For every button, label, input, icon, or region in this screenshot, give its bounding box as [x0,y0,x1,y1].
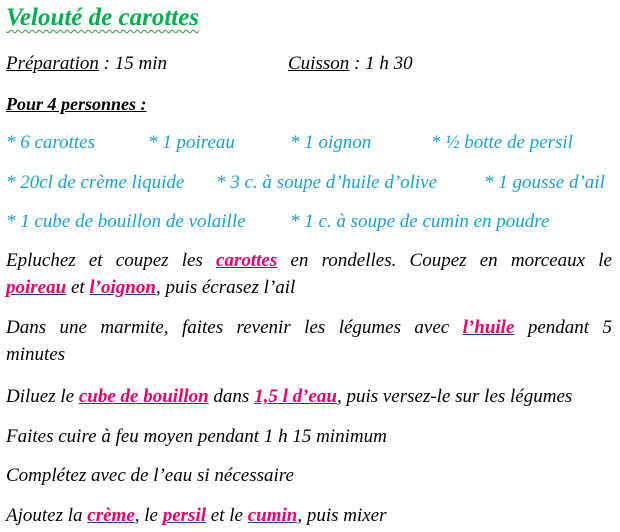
step-2-line-2: minutes [6,344,66,365]
cook-label: Cuisson [288,53,350,74]
highlight-eau: 1,5 l d’eau [254,386,337,407]
ingredient-item: * 6 carottes [6,132,96,153]
highlight-oignon: l’oignon [89,277,156,298]
ingredient-item: * 1 cube de bouillon de volaille [6,211,246,232]
step-text: , puis mixer [297,505,387,526]
step-text: dans [208,386,255,407]
prep-value: : 15 min [98,53,167,74]
ingredient-item: * 1 gousse d’ail [484,172,605,193]
step-text: Diluez le [6,386,79,407]
step-text: , puis versez-le sur les légumes [336,386,573,407]
step-6 [6,504,387,528]
ingredient-item: * 1 c. à soupe de cumin en poudre [290,211,550,232]
step-text: , puis écrasez l’ail [155,277,296,298]
step-text: et le [206,505,248,526]
step-text: pendant 5 [514,317,612,338]
step-text: et [66,277,90,298]
highlight-persil: persil [162,505,207,526]
timing-line [6,52,167,76]
step-3 [6,385,572,409]
ingredient-item: * 1 oignon [290,132,372,153]
step-4: Faites cuire à feu moyen pendant 1 h 15 minimum [6,426,387,447]
ingredient-item: * 1 poireau [148,132,235,153]
ingredient-item: * 20cl de crème liquide [6,172,185,193]
step-text: , le [134,505,163,526]
cook-line [288,52,413,76]
step-5: Complétez avec de l’eau si nécessaire [6,465,294,486]
step-1-line-1 [6,249,612,273]
highlight-cube-bouillon: cube de bouillon [78,386,209,407]
cook-value: : 1 h 30 [349,53,413,74]
step-text: Ajoutez la [6,505,88,526]
step-1-line-2 [6,276,295,300]
prep-label: Préparation [6,53,99,74]
highlight-cumin: cumin [247,505,298,526]
step-text: Dans une marmite, faites revenir les légumes avec [6,317,463,338]
ingredient-item: * 3 c. à soupe d’huile d’olive [216,172,438,193]
ingredient-item: * ½ botte de persil [431,132,573,153]
highlight-huile: l’huile [462,317,515,338]
highlight-carottes: carottes [216,250,278,271]
highlight-creme: crème [87,505,135,526]
step-text: en rondelles. Coupez en morceaux le [277,250,612,271]
recipe-title: Velouté de carottes [6,4,200,31]
servings-heading: Pour 4 personnes : [6,94,147,114]
step-2-line-1 [6,316,612,340]
step-text: Epluchez et coupez les [6,250,217,271]
highlight-poireau: poireau [6,277,67,298]
